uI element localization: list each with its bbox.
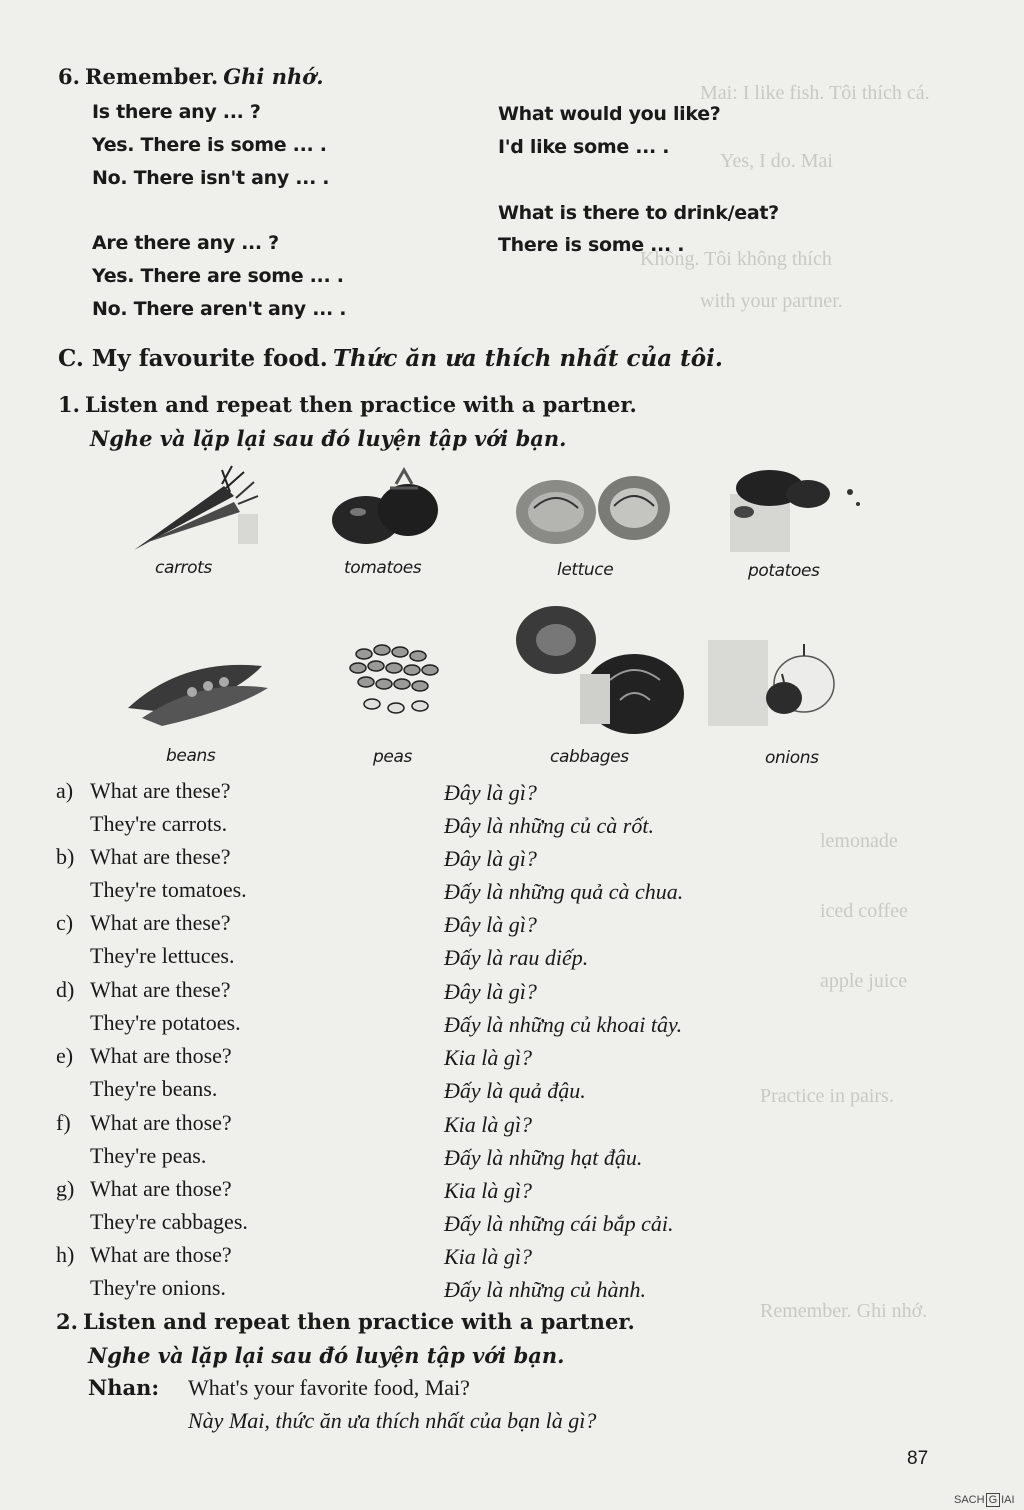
dialogue-text-vi: Này Mai, thức ăn ưa thích nhất của bạn là gì? — [188, 1408, 597, 1433]
question: What are these? — [90, 977, 231, 1002]
page-number: 87 — [907, 1448, 929, 1469]
item-label: b) — [56, 844, 75, 869]
show-through-text: with your partner. — [700, 290, 843, 312]
beans-illustration — [122, 648, 274, 728]
show-through-text: Yes, I do. Mai — [720, 150, 833, 172]
caption-cabbages: cabbages — [550, 747, 629, 767]
remember-left-line: No. There aren't any ... . — [92, 298, 347, 320]
item-label: c) — [56, 910, 74, 935]
answer: They're lettuces. — [90, 943, 235, 968]
item-label: f) — [56, 1110, 71, 1135]
question-vi: Kia là gì? — [444, 1178, 533, 1203]
question: What are those? — [90, 1110, 232, 1135]
answer-vi: Đấy là những củ hành. — [444, 1277, 647, 1302]
watermark-text: SACH — [954, 1494, 985, 1506]
show-through-text: iced coffee — [820, 900, 908, 922]
answer: They're tomatoes. — [90, 877, 247, 902]
answer: They're cabbages. — [90, 1209, 248, 1234]
caption-peas: peas — [373, 747, 412, 767]
answer-vi: Đấy là những cái bắp cải. — [444, 1211, 674, 1236]
caption-carrots: carrots — [155, 558, 212, 578]
remember-right-line: There is some ... . — [498, 234, 685, 256]
remember-left-line: Yes. There are some ... . — [92, 265, 344, 287]
remember-heading — [58, 64, 324, 89]
item-label: e) — [56, 1043, 74, 1068]
dialogue-line — [88, 1375, 470, 1401]
section-c-title: C. My favourite food. — [58, 345, 328, 372]
potatoes-illustration — [720, 464, 866, 554]
answer: They're beans. — [90, 1076, 218, 1101]
answer: They're peas. — [90, 1143, 207, 1168]
answer-vi: Đây là những củ cà rốt. — [444, 813, 654, 838]
caption-beans: beans — [166, 746, 216, 766]
watermark-logo — [954, 1488, 1015, 1507]
question: What are those? — [90, 1043, 232, 1068]
remember-number: 6. — [58, 64, 80, 89]
answer-vi: Đấy là những củ khoai tây. — [444, 1012, 683, 1037]
caption-potatoes: potatoes — [748, 561, 820, 581]
exercise1-title: Listen and repeat then practice with a partner. — [85, 392, 637, 417]
question-vi: Đây là gì? — [444, 780, 537, 805]
exercise1-title-vi: Nghe và lặp lại sau đó luyện tập với bạn. — [90, 426, 567, 451]
exercise2-heading — [56, 1309, 635, 1334]
question-vi: Đây là gì? — [444, 912, 537, 937]
remember-right-line: What is there to drink/eat? — [498, 202, 779, 224]
section-c-title-vi: Thức ăn ưa thích nhất của tôi. — [332, 345, 723, 372]
item-label: a) — [56, 778, 74, 803]
show-through-text: Mai: I like fish. Tôi thích cá. — [700, 82, 930, 104]
peas-illustration — [344, 640, 442, 720]
exercise1-number: 1. — [58, 392, 80, 417]
answer: They're onions. — [90, 1275, 226, 1300]
dialogue-text: What's your favorite food, Mai? — [188, 1375, 470, 1400]
answer-vi: Đấy là những hạt đậu. — [444, 1145, 643, 1170]
show-through-text: Practice in pairs. — [760, 1085, 894, 1107]
item-label: g) — [56, 1176, 75, 1201]
remember-left-line: Are there any ... ? — [92, 232, 279, 254]
question-vi: Kia là gì? — [444, 1244, 533, 1269]
exercise2-number: 2. — [56, 1309, 78, 1334]
watermark-box: G — [986, 1493, 1001, 1507]
question: What are those? — [90, 1176, 232, 1201]
answer: They're carrots. — [90, 811, 228, 836]
remember-title: Remember. — [85, 64, 219, 89]
question: What are these? — [90, 844, 231, 869]
question-vi: Đây là gì? — [444, 846, 537, 871]
show-through-text: apple juice — [820, 970, 908, 992]
item-label: h) — [56, 1242, 75, 1267]
exercise1-heading — [58, 392, 637, 417]
remember-left-line: Yes. There is some ... . — [92, 134, 327, 156]
answer-vi: Đấy là những quả cà chua. — [444, 879, 684, 904]
caption-tomatoes: tomatoes — [344, 558, 422, 578]
question-vi: Đây là gì? — [444, 979, 537, 1004]
show-through-text: Không. Tôi không thích — [640, 248, 832, 270]
question-vi: Kia là gì? — [444, 1112, 533, 1137]
exercise2-title: Listen and repeat then practice with a partner. — [83, 1309, 635, 1334]
carrots-illustration — [126, 462, 276, 557]
answer-vi: Đấy là quả đậu. — [444, 1078, 586, 1103]
question: What are these? — [90, 910, 231, 935]
caption-lettuce: lettuce — [557, 560, 614, 580]
exercise2-title-vi: Nghe và lặp lại sau đó luyện tập với bạn. — [88, 1343, 565, 1368]
question: What are these? — [90, 778, 231, 803]
question: What are those? — [90, 1242, 232, 1267]
answer: They're potatoes. — [90, 1010, 241, 1035]
answer-vi: Đấy là rau diếp. — [444, 945, 589, 970]
section-c-heading — [58, 345, 723, 372]
watermark-text-right: IAI — [1001, 1494, 1015, 1506]
remember-title-vi: Ghi nhớ. — [223, 64, 324, 89]
show-through-text: lemonade — [820, 830, 898, 852]
lettuce-illustration — [514, 468, 674, 550]
speaker-name: Nhan: — [88, 1375, 160, 1400]
question-vi: Kia là gì? — [444, 1045, 533, 1070]
onions-illustration — [708, 640, 838, 740]
item-label: d) — [56, 977, 75, 1002]
remember-left-line: Is there any ... ? — [92, 101, 261, 123]
show-through-text: Remember. Ghi nhớ. — [760, 1300, 928, 1322]
caption-onions: onions — [765, 748, 819, 768]
tomatoes-illustration — [330, 462, 442, 552]
remember-right-line: What would you like? — [498, 103, 721, 125]
cabbages-illustration — [510, 600, 686, 738]
remember-right-line: I'd like some ... . — [498, 136, 670, 158]
remember-left-line: No. There isn't any ... . — [92, 167, 330, 189]
